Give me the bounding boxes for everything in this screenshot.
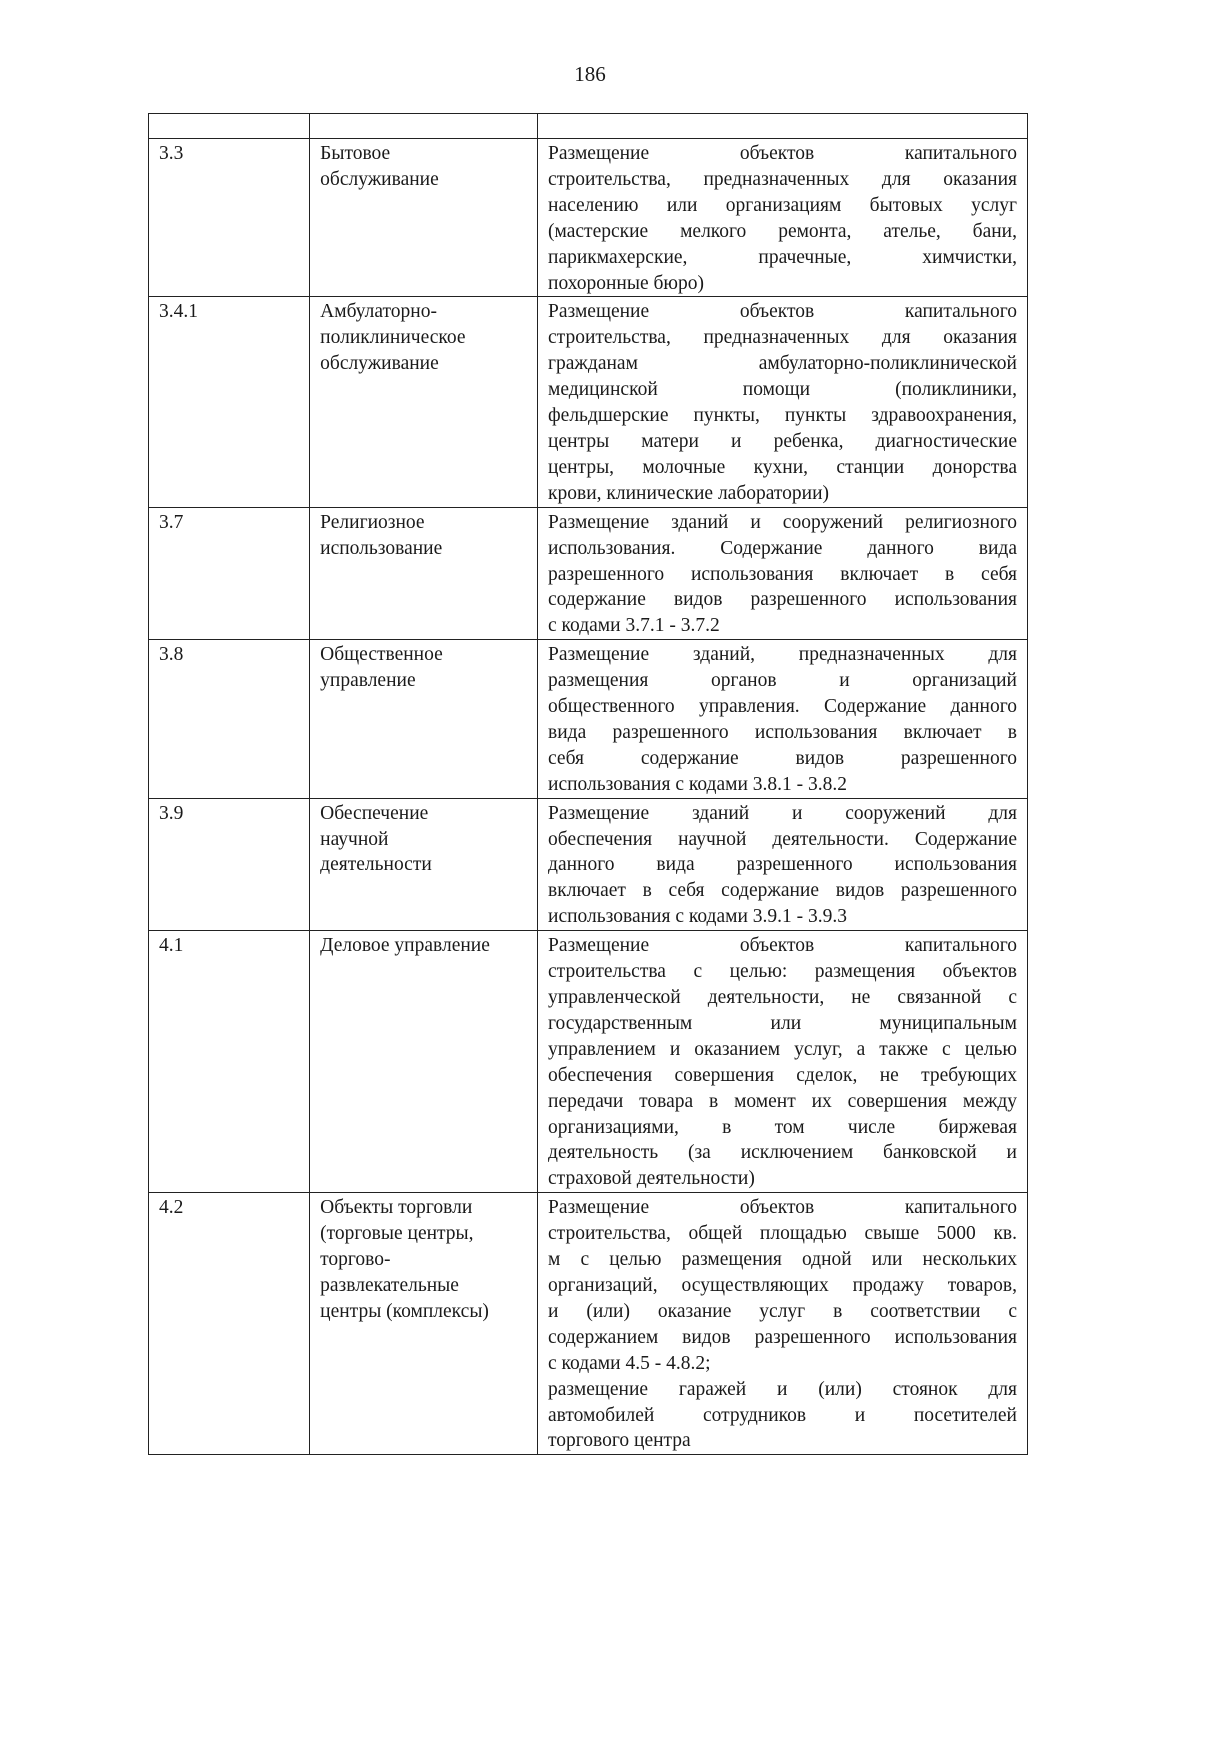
description-line: центры, молочные кухни, станции донорства	[548, 456, 1017, 478]
name-line: Объекты торговли	[320, 1197, 473, 1219]
name-cell	[310, 1193, 538, 1455]
description-line: страховой деятельности)	[548, 1168, 755, 1190]
description-cell	[538, 640, 1028, 798]
description-line: включает в себя содержание видов разрешенного	[548, 880, 1017, 902]
table-row	[149, 1193, 1028, 1455]
name-line: использование	[320, 537, 443, 559]
description-line: данного вида разрешенного использования	[548, 854, 1017, 876]
description-line: м с целью размещения одной или нескольких	[548, 1249, 1017, 1271]
description-line: с кодами 4.5 - 4.8.2;	[548, 1352, 711, 1374]
table-header-row	[149, 114, 1028, 139]
description-line: парикмахерские, прачечные, химчистки,	[548, 246, 1017, 268]
description-cell	[538, 507, 1028, 640]
code-cell: 3.9	[149, 798, 310, 931]
description-line: передачи товара в момент их совершения между	[548, 1090, 1017, 1112]
description-line: управленческой деятельности, не связанной с	[548, 987, 1017, 1008]
code-cell: 3.3	[149, 139, 310, 297]
description-line: Размещение объектов капитального	[548, 143, 1017, 164]
description-line: и (или) оказание услуг в соответствии с	[548, 1300, 1017, 1322]
description-line: Размещение зданий и сооружений религиозного	[548, 511, 1017, 533]
name-line: Деловое управление	[320, 935, 490, 957]
name-line: управление	[320, 670, 416, 692]
description-line: разрешенного использования включает в себя	[548, 563, 1017, 585]
name-line: центры (комплексы)	[320, 1300, 489, 1322]
description-line: строительства с целью: размещения объектов	[548, 961, 1017, 983]
name-line: Общественное	[320, 644, 443, 666]
description-cell	[538, 931, 1028, 1193]
description-cell	[538, 798, 1028, 931]
name-cell	[310, 297, 538, 507]
description-line: общественного управления. Содержание данного	[548, 696, 1017, 718]
description-line: крови, клинические лаборатории)	[548, 482, 830, 504]
code-cell: 3.8	[149, 640, 310, 798]
description-line: вида разрешенного использования включает в	[548, 721, 1017, 743]
description-cell	[538, 139, 1028, 297]
name-line: развлекательные	[320, 1274, 459, 1296]
description-line: гражданам амбулаторно-поликлинической	[548, 353, 1017, 375]
name-cell	[310, 139, 538, 297]
description-line: фельдшерские пункты, пункты здравоохранения,	[548, 405, 1017, 427]
name-line: научной	[320, 828, 389, 850]
code-cell: 4.2	[149, 1193, 310, 1455]
description-line: Размещение объектов капитального	[548, 301, 1017, 323]
name-cell	[310, 931, 538, 1193]
description-line: центры матери и ребенка, диагностические	[548, 430, 1017, 452]
name-cell	[310, 798, 538, 931]
name-line: Обеспечение	[320, 802, 429, 824]
name-line: Бытовое	[320, 143, 391, 164]
name-line: Религиозное	[320, 511, 425, 533]
description-line: содержание видов разрешенного использования	[548, 589, 1017, 611]
description-line: размещение гаражей и (или) стоянок для	[548, 1378, 1017, 1400]
description-line: деятельность (за исключением банковской и	[548, 1142, 1017, 1164]
description-line: строительства, предназначенных для оказания	[548, 168, 1017, 190]
description-line: использования с кодами 3.8.1 - 3.8.2	[548, 773, 848, 795]
description-line: Размещение зданий, предназначенных для	[548, 644, 1017, 666]
table-row	[149, 139, 1028, 297]
land-use-table	[148, 113, 1028, 1455]
table-row	[149, 798, 1028, 931]
description-line: Размещение объектов капитального	[548, 935, 1017, 957]
name-line: Амбулаторно-	[320, 301, 437, 323]
name-line: торгово-	[320, 1249, 391, 1271]
description-line: содержанием видов разрешенного использования	[548, 1326, 1017, 1348]
description-line: себя содержание видов разрешенного	[548, 747, 1017, 769]
description-line: использования. Содержание данного вида	[548, 537, 1017, 559]
table-row	[149, 640, 1028, 798]
table-row	[149, 507, 1028, 640]
description-line: строительства, общей площадью свыше 5000 кв.	[548, 1223, 1017, 1245]
description-line: управлением и оказанием услуг, а также с целью	[548, 1038, 1017, 1060]
description-line: организациями, в том числе биржевая	[548, 1116, 1017, 1138]
description-line: строительства, предназначенных для оказания	[548, 327, 1017, 349]
description-line: государственным или муниципальным	[548, 1012, 1017, 1034]
description-line: использования с кодами 3.9.1 - 3.9.3	[548, 906, 848, 928]
code-cell: 3.7	[149, 507, 310, 640]
table-row	[149, 297, 1028, 507]
description-cell	[538, 1193, 1028, 1455]
description-line: медицинской помощи (поликлиники,	[548, 379, 1017, 401]
description-cell	[538, 297, 1028, 507]
name-cell	[310, 507, 538, 640]
name-cell	[310, 640, 538, 798]
description-line: организаций, осуществляющих продажу товаров,	[548, 1274, 1017, 1296]
description-line: обеспечения научной деятельности. Содержание	[548, 828, 1017, 850]
name-line: обслуживание	[320, 168, 439, 190]
description-line: размещения органов и организаций	[548, 670, 1017, 692]
page-number: 186	[574, 62, 606, 86]
description-line: торгового центра	[548, 1430, 691, 1452]
description-line: автомобилей сотрудников и посетителей	[548, 1404, 1017, 1426]
description-line: с кодами 3.7.1 - 3.7.2	[548, 615, 720, 637]
description-line: населению или организациям бытовых услуг	[548, 194, 1017, 216]
description-line: похоронные бюро)	[548, 272, 704, 294]
description-line: Размещение объектов капитального	[548, 1197, 1017, 1219]
description-line: обеспечения совершения сделок, не требующих	[548, 1064, 1017, 1086]
code-cell: 3.4.1	[149, 297, 310, 507]
name-line: поликлиническое	[320, 327, 466, 349]
name-line: обслуживание	[320, 353, 439, 375]
description-line: Размещение зданий и сооружений для	[548, 802, 1017, 824]
name-line: деятельности	[320, 854, 432, 876]
code-cell: 4.1	[149, 931, 310, 1193]
name-line: (торговые центры,	[320, 1223, 474, 1245]
description-line: (мастерские мелкого ремонта, ателье, бани,	[548, 220, 1017, 242]
table-row	[149, 931, 1028, 1193]
